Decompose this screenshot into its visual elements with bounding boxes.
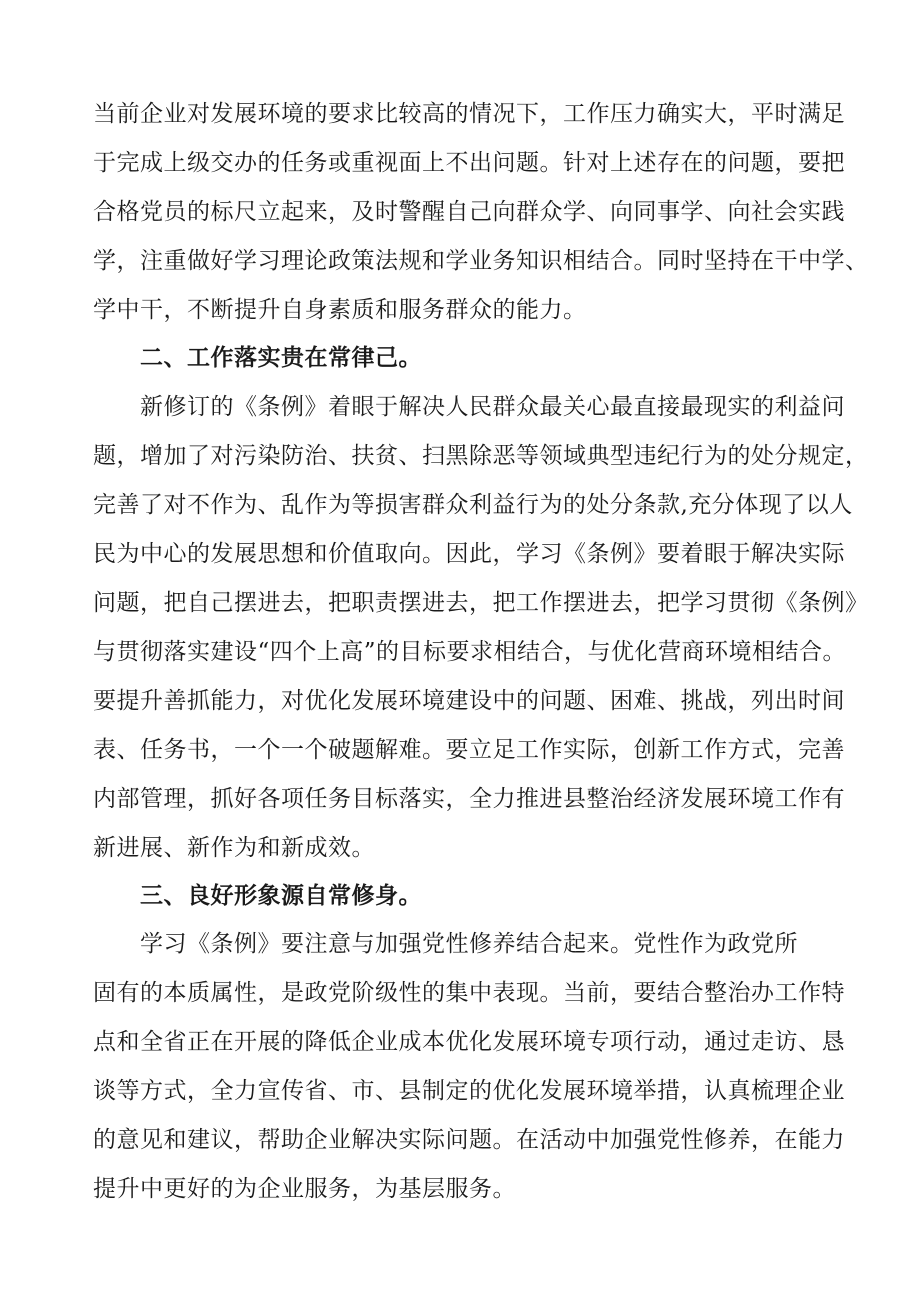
paragraph-line: 学，注重做好学习理论政策法规和学业务知识相结合。同时坚持在干中学、: [93, 248, 869, 274]
paragraph-line: 题，增加了对污染防治、扶贫、扫黑除恶等领域典型违纪行为的处分规定，: [93, 443, 869, 469]
paragraph-line: 内部管理，抓好各项任务目标落实，全力推进县整治经济发展环境工作有: [93, 786, 845, 812]
paragraph-line: 表、任务书，一个一个破题解难。要立足工作实际，创新工作方式，完善: [93, 737, 845, 763]
paragraph-line: 新进展、新作为和新成效。: [93, 835, 375, 861]
paragraph-line: 谈等方式，全力宣传省、市、县制定的优化发展环境举措，认真梳理企业: [93, 1078, 845, 1104]
paragraph-line: 与贯彻落实建设“四个上高”的目标要求相结合，与优化营商环境相结合。: [93, 639, 847, 665]
paragraph-line: 合格党员的标尺立起来，及时警醒自己向群众学、向同事学、向社会实践: [93, 199, 845, 225]
paragraph-line: 完善了对不作为、乱作为等损害群众利益行为的处分条款,充分体现了以人: [93, 492, 853, 518]
paragraph-line: 要提升善抓能力，对优化发展环境建设中的问题、困难、挑战，列出时间: [93, 688, 845, 714]
paragraph-line: 新修订的《条例》着眼于解决人民群众最关心最直接最现实的利益问: [140, 394, 845, 420]
paragraph-line: 固有的本质属性，是政党阶级性的集中表现。当前，要结合整治办工作特: [93, 980, 845, 1006]
paragraph-line: 民为中心的发展思想和价值取向。因此，学习《条例》要着眼于解决实际: [93, 541, 845, 567]
paragraph-line: 于完成上级交办的任务或重视面上不出问题。针对上述存在的问题，要把: [93, 150, 845, 176]
paragraph-line: 提升中更好的为企业服务，为基层服务。: [93, 1176, 516, 1202]
paragraph-line: 点和全省正在开展的降低企业成本优化发展环境专项行动，通过走访、恳: [93, 1029, 845, 1055]
paragraph-line: 学习《条例》要注意与加强党性修养结合起来。党性作为政党所: [140, 931, 798, 957]
paragraph-line: 学中干，不断提升自身素质和服务群众的能力。: [93, 297, 587, 323]
paragraph-line: 问题，把自己摆进去，把职责摆进去，把工作摆进去，把学习贯彻《条例》: [93, 590, 869, 616]
section-heading: 二、工作落实贵在常律己。: [140, 345, 422, 371]
section-heading: 三、良好形象源自常修身。: [140, 883, 422, 909]
paragraph-line: 的意见和建议，帮助企业解决实际问题。在活动中加强党性修养，在能力: [93, 1127, 845, 1153]
paragraph-line: 当前企业对发展环境的要求比较高的情况下，工作压力确实大，平时满足: [93, 101, 845, 127]
